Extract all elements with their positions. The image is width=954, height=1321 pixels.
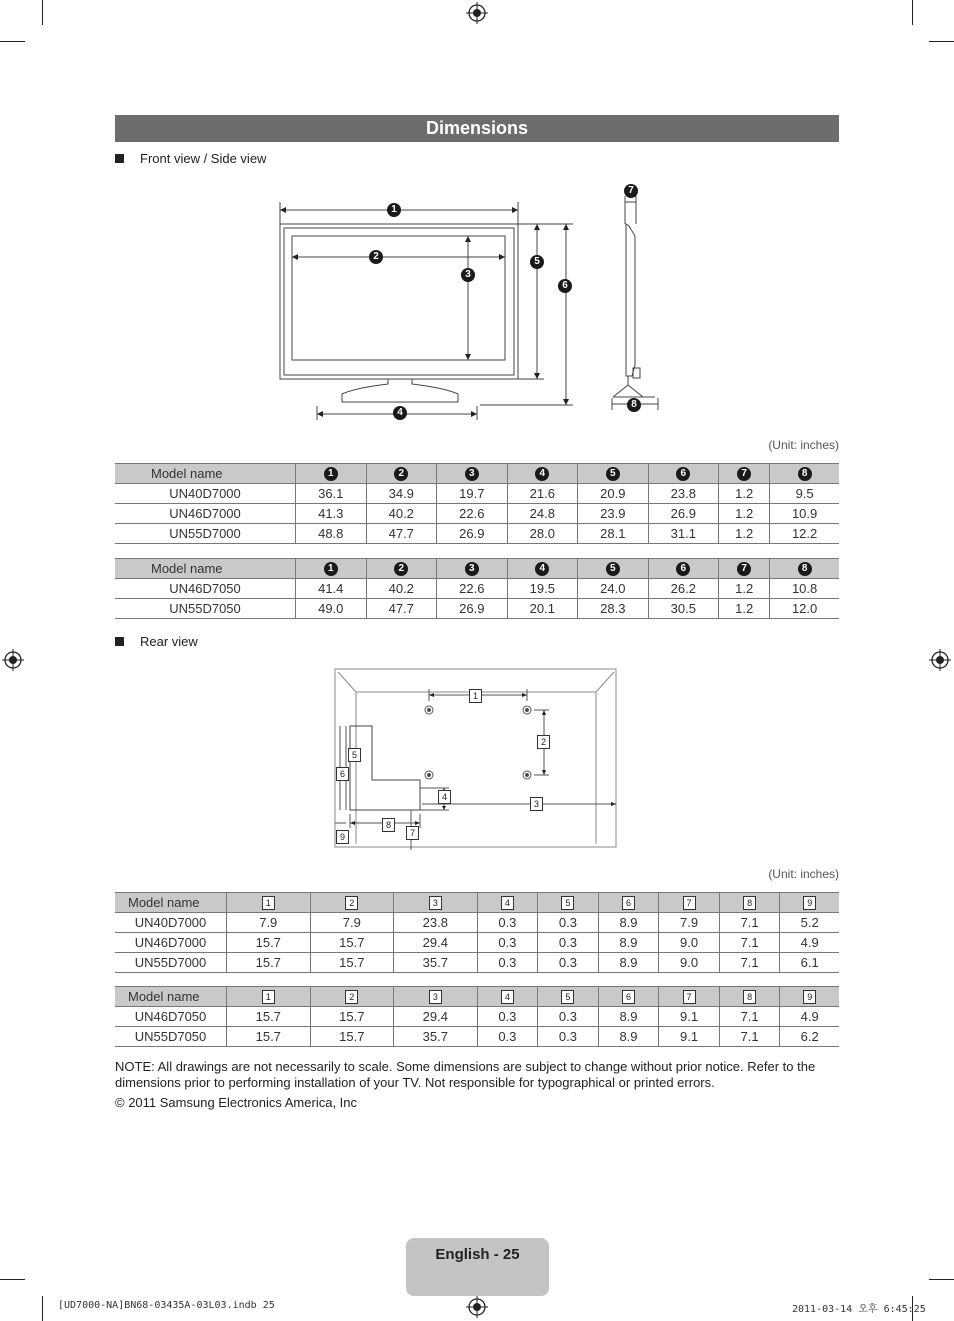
dimension-cell: 1.2 (719, 579, 770, 599)
dimension-cell: 26.2 (648, 579, 719, 599)
boxed-number-icon: 8 (743, 896, 756, 910)
table-row (115, 504, 839, 524)
dimension-cell: 8.9 (598, 1007, 659, 1027)
dimension-cell: 12.2 (770, 524, 839, 544)
dimension-cell: 1.2 (719, 599, 770, 619)
dimension-cell: 26.9 (648, 504, 719, 524)
boxed-number-icon: 5 (561, 896, 574, 910)
column-header-model-name: Model name (115, 559, 296, 579)
dimension-cell: 7.1 (719, 1007, 780, 1027)
dimension-cell: 9.5 (770, 484, 839, 504)
boxed-number-icon: 8 (743, 990, 756, 1004)
column-header-2 (310, 987, 394, 1007)
rear-callout-9: 9 (336, 830, 349, 844)
column-header-1 (227, 987, 311, 1007)
circled-number-icon: 5 (606, 467, 620, 481)
boxed-number-icon: 6 (622, 990, 635, 1004)
column-header-3 (437, 464, 508, 484)
crop-mark (0, 41, 25, 42)
model-name-cell: UN46D7000 (115, 504, 296, 524)
circled-number-icon: 6 (676, 467, 690, 481)
dimension-cell: 31.1 (648, 524, 719, 544)
dimension-cell: 9.1 (659, 1027, 720, 1047)
dimension-cell: 8.9 (598, 913, 659, 933)
dimension-cell: 35.7 (394, 1027, 478, 1047)
unit-label: (Unit: inches) (768, 438, 839, 452)
callout-8: 8 (627, 398, 641, 412)
column-header-7 (659, 987, 720, 1007)
circled-number-icon: 3 (465, 467, 479, 481)
dimension-cell: 7.9 (227, 913, 311, 933)
circled-number-icon: 1 (324, 467, 338, 481)
dimension-cell: 10.9 (770, 504, 839, 524)
model-name-cell: UN40D7000 (115, 484, 296, 504)
dimension-cell: 15.7 (227, 953, 311, 973)
dimension-cell: 0.3 (538, 913, 599, 933)
circled-number-icon: 5 (606, 562, 620, 576)
circled-number-icon: 1 (324, 562, 338, 576)
circled-number-icon: 4 (535, 467, 549, 481)
dimension-cell: 7.1 (719, 913, 780, 933)
dimension-cell: 0.3 (477, 1007, 538, 1027)
boxed-number-icon: 9 (803, 896, 816, 910)
boxed-number-icon: 7 (683, 896, 696, 910)
callout-1: 1 (387, 203, 401, 217)
print-slug-left: [UD7000-NA]BN68-03435A-03L03.indb 25 (58, 1300, 275, 1311)
crop-mark (929, 41, 954, 42)
callout-6: 6 (558, 279, 572, 293)
column-header-2 (366, 559, 437, 579)
registration-mark-icon (929, 649, 951, 671)
column-header-6 (648, 464, 719, 484)
dimension-cell: 7.9 (310, 913, 394, 933)
registration-mark-icon (2, 649, 24, 671)
boxed-number-icon: 4 (501, 896, 514, 910)
column-header-6 (598, 893, 659, 913)
boxed-number-icon: 2 (345, 896, 358, 910)
section-heading-rear (115, 634, 198, 649)
column-header-7 (659, 893, 720, 913)
dimension-cell: 23.8 (394, 913, 478, 933)
boxed-number-icon: 7 (683, 990, 696, 1004)
model-name-cell: UN46D7050 (115, 579, 296, 599)
rear-callout-2: 2 (537, 735, 550, 749)
column-header-1 (296, 464, 367, 484)
table-header-row (115, 987, 839, 1007)
column-header-7 (719, 464, 770, 484)
dimension-cell: 30.5 (648, 599, 719, 619)
dimension-cell: 40.2 (366, 579, 437, 599)
dimension-cell: 29.4 (394, 1007, 478, 1027)
boxed-number-icon: 9 (803, 990, 816, 1004)
dimension-cell: 24.0 (578, 579, 649, 599)
boxed-number-icon: 6 (622, 896, 635, 910)
dimension-cell: 19.7 (437, 484, 508, 504)
dimension-cell: 4.9 (780, 1007, 839, 1027)
rear-dimensions-table (115, 892, 839, 973)
boxed-number-icon: 5 (561, 990, 574, 1004)
table-row (115, 913, 839, 933)
registration-mark-icon (466, 1296, 488, 1318)
callout-2: 2 (369, 250, 383, 264)
model-name-cell: UN55D7000 (115, 524, 296, 544)
table-row (115, 524, 839, 544)
rear-callout-6: 6 (336, 767, 349, 781)
dimension-cell: 49.0 (296, 599, 367, 619)
dimension-cell: 1.2 (719, 524, 770, 544)
model-name-cell: UN55D7050 (115, 599, 296, 619)
table-row (115, 599, 839, 619)
column-header-8 (770, 464, 839, 484)
column-header-model-name: Model name (115, 987, 227, 1007)
dimension-cell: 28.1 (578, 524, 649, 544)
dimension-cell: 26.9 (437, 524, 508, 544)
dimension-cell: 41.4 (296, 579, 367, 599)
circled-number-icon: 2 (394, 562, 408, 576)
dimension-cell: 1.2 (719, 504, 770, 524)
column-header-2 (366, 464, 437, 484)
dimension-cell: 0.3 (477, 933, 538, 953)
boxed-number-icon: 2 (345, 990, 358, 1004)
dimension-cell: 36.1 (296, 484, 367, 504)
dimension-cell: 15.7 (227, 1007, 311, 1027)
dimension-cell: 15.7 (310, 953, 394, 973)
column-header-7 (719, 559, 770, 579)
table-row (115, 579, 839, 599)
crop-mark (42, 1296, 43, 1321)
model-name-cell: UN46D7050 (115, 1007, 227, 1027)
boxed-number-icon: 3 (429, 990, 442, 1004)
circled-number-icon: 8 (798, 467, 812, 481)
column-header-3 (394, 987, 478, 1007)
dimension-cell: 6.2 (780, 1027, 839, 1047)
dimension-cell: 15.7 (227, 1027, 311, 1047)
column-header-model-name: Model name (115, 464, 296, 484)
note-label: NOTE (115, 1059, 152, 1074)
callout-7: 7 (624, 184, 638, 198)
rear-callout-8: 8 (382, 818, 395, 832)
section-heading-front (115, 151, 266, 166)
circled-number-icon: 4 (535, 562, 549, 576)
circled-number-icon: 3 (465, 562, 479, 576)
dimension-cell: 35.7 (394, 953, 478, 973)
crop-mark (0, 1279, 25, 1280)
table-header-row (115, 464, 839, 484)
table-header-row (115, 559, 839, 579)
table-row (115, 484, 839, 504)
dimension-cell: 15.7 (310, 1007, 394, 1027)
bullet-square-icon (115, 637, 124, 646)
crop-mark (929, 1279, 954, 1280)
column-header-6 (598, 987, 659, 1007)
table-row (115, 953, 839, 973)
dimension-cell: 24.8 (507, 504, 578, 524)
note-text: : All drawings are not necessarily to scale. Some dimensions are subject to change without prior notice. Refer to the dimensions prior to performing installation of your TV. Not responsible for typographical or printed errors. (115, 1059, 816, 1090)
dimension-cell: 47.7 (366, 524, 437, 544)
column-header-5 (538, 893, 599, 913)
dimension-cell: 9.0 (659, 933, 720, 953)
section-heading-label: Rear view (140, 634, 198, 649)
copyright-text: © 2011 Samsung Electronics America, Inc (115, 1095, 358, 1110)
column-header-4 (477, 893, 538, 913)
dimension-cell: 0.3 (538, 1007, 599, 1027)
model-name-cell: UN55D7000 (115, 953, 227, 973)
rear-callout-5: 5 (348, 748, 361, 762)
circled-number-icon: 2 (394, 467, 408, 481)
crop-mark (912, 0, 913, 25)
dimension-cell: 48.8 (296, 524, 367, 544)
dimension-cell: 7.9 (659, 913, 720, 933)
dimension-cell: 26.9 (437, 599, 508, 619)
circled-number-icon: 6 (676, 562, 690, 576)
dimension-cell: 0.3 (538, 1027, 599, 1047)
dimension-cell: 21.6 (507, 484, 578, 504)
circled-number-icon: 7 (737, 467, 751, 481)
column-header-1 (227, 893, 311, 913)
column-header-8 (719, 893, 780, 913)
boxed-number-icon: 1 (262, 990, 275, 1004)
note-paragraph (115, 1059, 839, 1091)
front-side-view-diagram (270, 180, 680, 430)
column-header-4 (477, 987, 538, 1007)
column-header-2 (310, 893, 394, 913)
dimension-cell: 19.5 (507, 579, 578, 599)
column-header-5 (578, 559, 649, 579)
boxed-number-icon: 4 (501, 990, 514, 1004)
dimension-cell: 29.4 (394, 933, 478, 953)
rear-callout-3: 3 (530, 797, 543, 811)
dimension-cell: 15.7 (227, 933, 311, 953)
column-header-3 (437, 559, 508, 579)
column-header-9 (780, 987, 839, 1007)
table-row (115, 933, 839, 953)
column-header-model-name: Model name (115, 893, 227, 913)
page-number: English - 25 (435, 1246, 520, 1263)
table-row (115, 1007, 839, 1027)
callout-4: 4 (393, 406, 407, 420)
dimension-cell: 22.6 (437, 504, 508, 524)
unit-label: (Unit: inches) (768, 867, 839, 881)
dimension-cell: 9.1 (659, 1007, 720, 1027)
dimension-cell: 0.3 (477, 913, 538, 933)
boxed-number-icon: 1 (262, 896, 275, 910)
dimension-cell: 23.9 (578, 504, 649, 524)
column-header-3 (394, 893, 478, 913)
model-name-cell: UN55D7050 (115, 1027, 227, 1047)
column-header-6 (648, 559, 719, 579)
dimension-cell: 6.1 (780, 953, 839, 973)
circled-number-icon: 7 (737, 562, 751, 576)
dimension-cell: 20.1 (507, 599, 578, 619)
table-row (115, 1027, 839, 1047)
dimension-cell: 8.9 (598, 1027, 659, 1047)
dimension-cell: 0.3 (538, 953, 599, 973)
dimension-cell: 7.1 (719, 1027, 780, 1047)
column-header-4 (507, 559, 578, 579)
callout-5: 5 (530, 255, 544, 269)
circled-number-icon: 8 (798, 562, 812, 576)
dimension-cell: 47.7 (366, 599, 437, 619)
dimension-cell: 41.3 (296, 504, 367, 524)
rear-callout-7: 7 (406, 826, 419, 840)
dimension-cell: 4.9 (780, 933, 839, 953)
dimension-cell: 40.2 (366, 504, 437, 524)
callout-3: 3 (461, 268, 475, 282)
dimension-cell: 8.9 (598, 953, 659, 973)
table-header-row (115, 893, 839, 913)
dimension-cell: 5.2 (780, 913, 839, 933)
column-header-9 (780, 893, 839, 913)
dimension-cell: 34.9 (366, 484, 437, 504)
rear-callout-4: 4 (438, 790, 451, 804)
dimension-cell: 0.3 (477, 1027, 538, 1047)
column-header-5 (538, 987, 599, 1007)
print-slug-right: 2011-03-14 오후 6:45:25 (792, 1304, 926, 1315)
dimension-cell: 20.9 (578, 484, 649, 504)
dimension-cell: 1.2 (719, 484, 770, 504)
dimension-cell: 22.6 (437, 579, 508, 599)
dimension-cell: 15.7 (310, 933, 394, 953)
front-dimensions-table (115, 463, 839, 544)
model-name-cell: UN46D7000 (115, 933, 227, 953)
column-header-5 (578, 464, 649, 484)
dimension-cell: 0.3 (538, 933, 599, 953)
front-dimensions-table-7050 (115, 558, 839, 619)
crop-mark (42, 0, 43, 25)
section-heading-label: Front view / Side view (140, 151, 267, 166)
column-header-8 (719, 987, 780, 1007)
model-name-cell: UN40D7000 (115, 913, 227, 933)
dimension-cell: 28.3 (578, 599, 649, 619)
bullet-square-icon (115, 154, 124, 163)
dimension-cell: 28.0 (507, 524, 578, 544)
column-header-4 (507, 464, 578, 484)
dimension-cell: 0.3 (477, 953, 538, 973)
dimension-cell: 23.8 (648, 484, 719, 504)
dimension-cell: 15.7 (310, 1027, 394, 1047)
registration-mark-icon (466, 2, 488, 24)
dimension-cell: 9.0 (659, 953, 720, 973)
rear-callout-1: 1 (469, 689, 482, 703)
dimension-cell: 10.8 (770, 579, 839, 599)
rear-dimensions-table-7050 (115, 986, 839, 1047)
boxed-number-icon: 3 (429, 896, 442, 910)
dimension-cell: 7.1 (719, 953, 780, 973)
dimension-cell: 8.9 (598, 933, 659, 953)
dimension-cell: 12.0 (770, 599, 839, 619)
page-title: Dimensions (115, 115, 839, 142)
dimension-cell: 7.1 (719, 933, 780, 953)
column-header-8 (770, 559, 839, 579)
column-header-1 (296, 559, 367, 579)
